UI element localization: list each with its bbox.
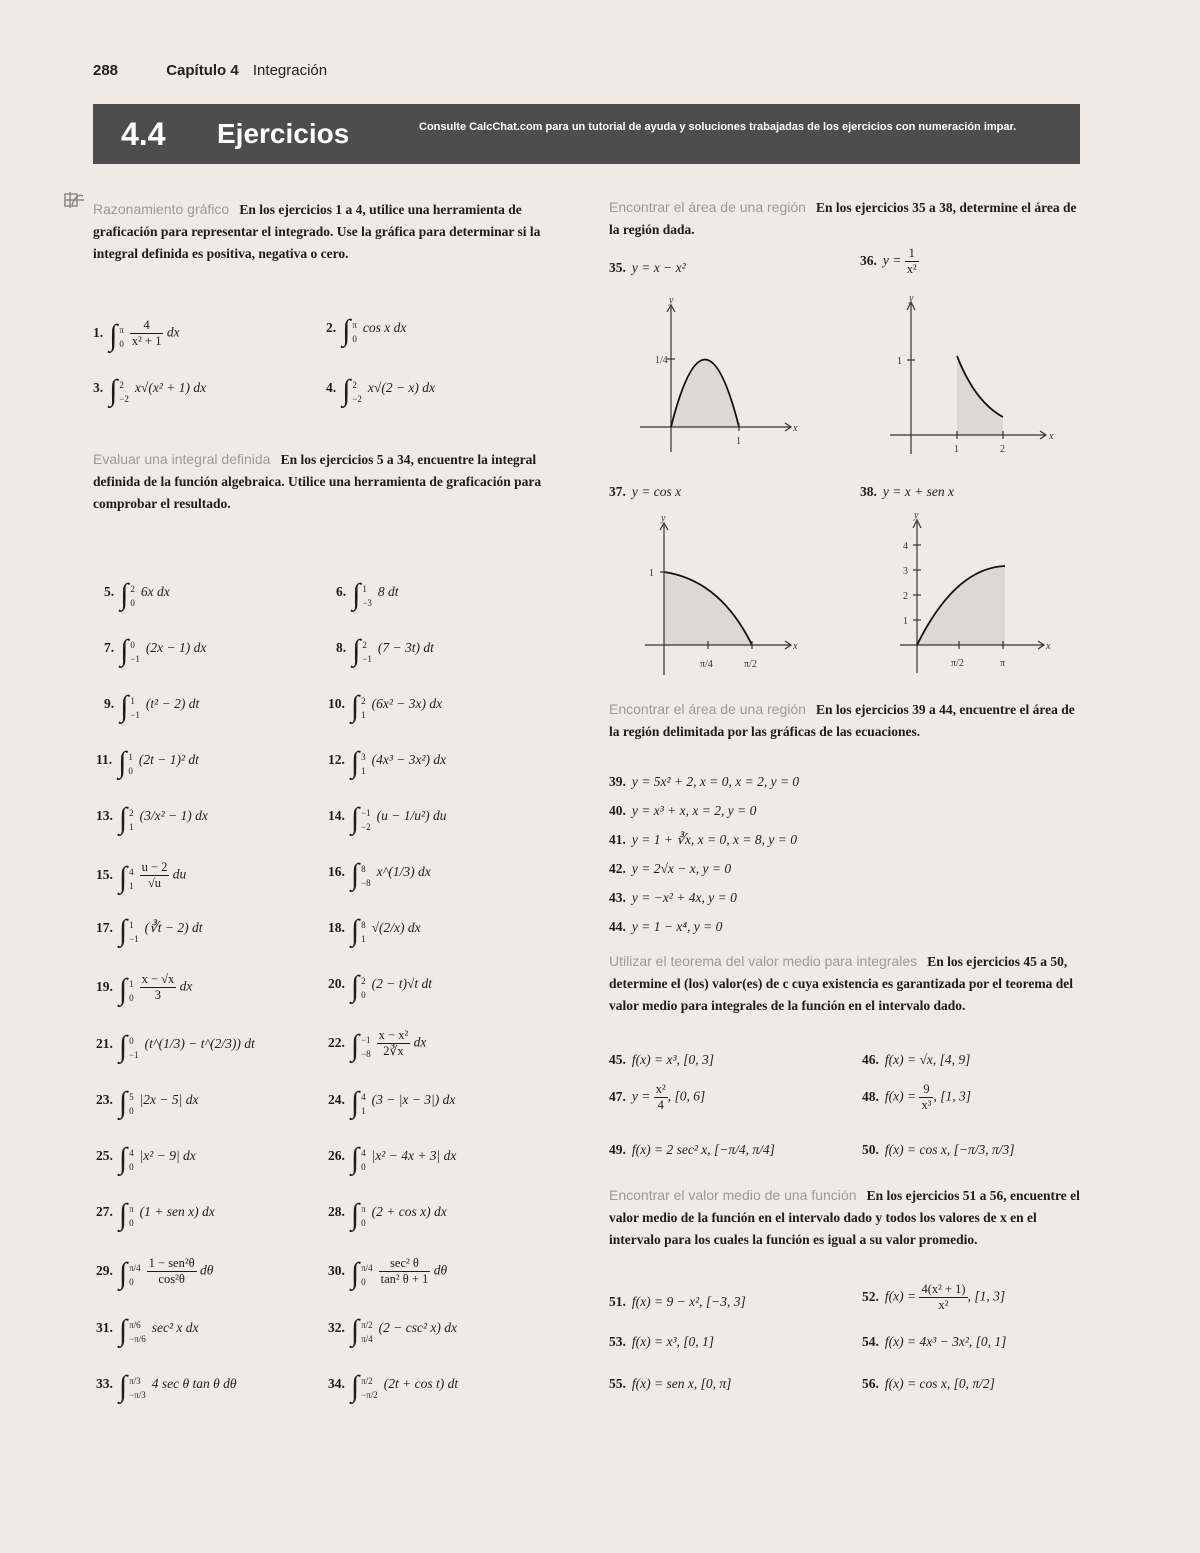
exercise-29: 29. ∫ π/4 0 1 − sen²θ cos²θ dθ — [96, 1256, 214, 1290]
heading-area-1: Encontrar el área de una región — [609, 199, 806, 215]
x-tick-1: π/2 — [951, 658, 964, 669]
exercise-8: 8. ∫ 2 −1 (7 − 3t) dt — [336, 634, 434, 667]
exercise-30: 30. ∫ π/4 0 sec² θ tan² θ + 1 dθ — [328, 1256, 448, 1290]
exercise-53: 53. f(x) = x³, [0, 1] — [609, 1334, 715, 1349]
exercise-28: 28. ∫ π 0 (2 + cos x) dx — [328, 1198, 447, 1231]
y-tick-1: 1 — [903, 616, 908, 627]
exercise-56: 56. f(x) = cos x, [0, π/2] — [862, 1376, 995, 1391]
exercise-46: 46. f(x) = √x, [4, 9] — [862, 1052, 971, 1067]
shaded-region — [664, 572, 752, 645]
exercise-11: 11. ∫ 1 0 (2t − 1)² dt — [96, 746, 199, 779]
exercise-20: 20. ∫ 2 0 (2 − t)√t dt — [328, 970, 432, 1003]
exercise-24: 24. ∫ 4 1 (3 − |x − 3|) dx — [328, 1086, 456, 1119]
exercise-3: 3. ∫ 2 −2 x√(x² + 1) dx — [93, 374, 207, 407]
instructions-39-44: Encontrar el área de una región En los ejercicios 39 a 44, encuentre el área de la región delimitada por las gráficas de las ecuaciones. — [609, 701, 1075, 739]
exercise-32: 32. ∫ π/2 π/4 (2 − csc² x) dx — [328, 1314, 458, 1347]
exercise-47: 47. y = $\frac{\text{x²}}{4}$ , [0, 6] — [609, 1082, 706, 1112]
exercise-44: 44. y = 1 − x⁴, y = 0 — [609, 919, 723, 934]
chapter-title: Integración — [252, 62, 328, 79]
exercise-18: 18. ∫ 8 1 √(2/x) dx — [328, 914, 421, 947]
x-tick-2: π/2 — [744, 659, 757, 670]
heading-valor-medio: Encontrar el valor medio de una función — [609, 1187, 857, 1203]
exercise-42: 42. y = 2√x − x, y = 0 — [609, 861, 732, 876]
y-tick-2: 2 — [903, 591, 908, 602]
exercise-37: 37. y = cos x — [609, 484, 682, 499]
exercise-41: 41. y = 1 + ∛x, x = 0, x = 8, y = 0 — [609, 832, 797, 847]
exercise-27: 27. ∫ π 0 (1 + sen x) dx — [96, 1198, 215, 1231]
page-number: 288 — [93, 62, 119, 79]
graph-35 — [635, 292, 805, 457]
exercise-9: 9. ∫ 1 −1 (t² − 2) dt — [104, 690, 200, 723]
x-label: x — [1049, 431, 1054, 442]
exercise-54: 54. f(x) = 4x³ − 3x², [0, 1] — [862, 1334, 1007, 1349]
exercise-17: 17. ∫ 1 −1 (∛t − 2) dt — [96, 914, 203, 947]
exercise-49: 49. f(x) = 2 sec² x, [−π/4, π/4] — [609, 1142, 775, 1157]
instructions-5-34: Evaluar una integral definida En los ejercicios 5 a 34, encuentre la integral definida de la función algebraica. Utilice una herramienta de graficación para comprobar el resultado. — [93, 451, 542, 511]
exercise-40: 40. y = x³ + x, x = 2, y = 0 — [609, 803, 757, 818]
exercise-23: 23. ∫ 5 0 |2x − 5| dx — [96, 1086, 199, 1119]
exercise-15: 15. ∫ 4 1 $\frac{u - 2}{√u}$ du — [96, 860, 187, 894]
section-banner — [93, 104, 1080, 164]
shaded-region — [957, 356, 1003, 435]
y-tick: 1 — [897, 356, 902, 367]
exercise-14: 14. ∫ −1 −2 (u − 1/u²) du — [328, 802, 447, 835]
y-label: y — [661, 513, 666, 524]
x-tick-2: π — [1000, 658, 1006, 669]
y-label: y — [909, 293, 914, 304]
x-label: x — [1046, 641, 1051, 652]
exercise-34: 34. ∫ π/2 −π/2 (2t + cos t) dt — [328, 1370, 459, 1403]
running-header — [93, 62, 327, 79]
heading-evaluar: Evaluar una integral definida — [93, 451, 271, 467]
instructions-35-38: Encontrar el área de una región En los ejercicios 35 a 38, determine el área de la región dada. — [609, 199, 1077, 237]
shaded-region — [917, 566, 1005, 645]
exercise-4: 4. ∫ 2 −2 x√(2 − x) dx — [326, 374, 436, 407]
chapter-label: Capítulo 4 — [166, 62, 239, 79]
y-label: y — [669, 295, 674, 306]
exercise-12: 12. ∫ 3 1 (4x³ − 3x²) dx — [328, 746, 447, 779]
calcchat-note: Consulte CalcChat.com para un tutorial de ayuda y soluciones trabajadas de los ejercicios con numeración impar. — [419, 121, 1017, 133]
y-tick-3: 3 — [903, 566, 908, 577]
exercise-21: 21. ∫ 0 −1 (t^(1/3) − t^(2/3)) dt — [96, 1030, 255, 1063]
y-tick: 1 — [649, 568, 654, 579]
exercise-19: 19. ∫ 1 0 $\frac{x - √x}{3}$ dx — [96, 972, 193, 1006]
heading-teorema: Utilizar el teorema del valor medio para integrales — [609, 953, 918, 969]
y-tick-4: 4 — [903, 541, 908, 552]
exercise-43: 43. y = −x² + 4x, y = 0 — [609, 890, 737, 905]
exercise-52: 52. f(x) = $\frac{\text{4(x² + 1)}}{\text{x²}}$ , [1, 3] — [862, 1282, 1006, 1312]
exercise-16: 16. ∫ 8 −8 x^(1/3) dx — [328, 858, 431, 891]
exercise-38: 38. y = x + sen x — [860, 484, 954, 499]
exercise-50: 50. f(x) = cos x, [−π/3, π/3] — [862, 1142, 1015, 1157]
heading-razonamiento: Razonamiento gráfico — [93, 201, 230, 217]
x-tick-1: 1 — [954, 444, 959, 455]
x-tick-1: π/4 — [700, 659, 713, 670]
exercise-22: 22. ∫ −1 −8 $\frac{\text{x − x²}}{2∛x}$ dx — [328, 1028, 427, 1062]
exercise-51: 51. f(x) = 9 − x², [−3, 3] — [609, 1294, 746, 1309]
exercise-31: 31. ∫ π/6 −π/6 sec² x dx — [96, 1314, 199, 1347]
y-tick: 1/4 — [655, 355, 668, 366]
y-label: y — [914, 510, 919, 521]
x-tick: 1 — [736, 436, 741, 447]
exercise-6: 6. ∫ 1 −3 8 dt — [336, 578, 399, 611]
exercise-48: 48. f(x) = $\frac{9}{\text{x³}}$ , [1, 3] — [862, 1082, 971, 1112]
exercise-35: 35. y = x − x² — [609, 260, 686, 275]
graph-38 — [895, 508, 1065, 683]
graph-36 — [885, 292, 1060, 457]
heading-area-2: Encontrar el área de una región — [609, 701, 806, 717]
section-title: Ejercicios — [217, 118, 350, 149]
instructions-45-50: Utilizar el teorema del valor medio para integrales En los ejercicios 45 a 50, determine el (los) valor(es) de c cuya existencia es garantizada por el teorema del valor medio para integrales de la función en el intervalo dado. — [609, 953, 1074, 1013]
exercise-55: 55. f(x) = sen x, [0, π] — [609, 1376, 732, 1391]
x-tick-2: 2 — [1000, 444, 1005, 455]
exercise-26: 26. ∫ 4 0 |x² − 4x + 3| dx — [328, 1142, 457, 1175]
exercise-10: 10. ∫ 2 1 (6x² − 3x) dx — [328, 690, 443, 723]
exercise-25: 25. ∫ 4 0 |x² − 9| dx — [96, 1142, 196, 1175]
exercise-36: 36. y = $\frac{1}{\text{x²}}$ — [860, 246, 917, 276]
exercise-39: 39. y = 5x² + 2, x = 0, x = 2, y = 0 — [609, 774, 800, 789]
exercise-1: 1. ∫ π 0 $\frac{4}{\text{x² + 1}}$ dx — [93, 318, 180, 352]
exercise-13: 13. ∫ 2 1 (3/x² − 1) dx — [96, 802, 208, 835]
x-label: x — [793, 423, 798, 434]
x-label: x — [793, 641, 798, 652]
exercise-7: 7. ∫ 0 −1 (2x − 1) dx — [104, 634, 207, 667]
exercise-33: 33. ∫ π/3 −π/3 4 sec θ tan θ dθ — [96, 1370, 237, 1403]
instructions-1-4: Razonamiento gráfico En los ejercicios 1 a 4, utilice una herramienta de graficación para representar el integrado. Use la gráfica para determinar si la integral definida es positiva, negativa o cero. — [93, 201, 541, 261]
graphing-utility-icon — [64, 191, 86, 209]
exercise-2: 2. ∫ π 0 cos x dx — [326, 314, 407, 347]
section-number: 4.4 — [121, 116, 166, 152]
exercise-45: 45. f(x) = x³, [0, 3] — [609, 1052, 715, 1067]
graph-37 — [640, 510, 810, 685]
exercise-5: 5. ∫ 2 0 6x dx — [104, 578, 170, 611]
instructions-51-56: Encontrar el valor medio de una función En los ejercicios 51 a 56, encuentre el valor medio de la función en el intervalo dado y todos los valores de x en el intervalo para los cuales la función es igual a su valor promedio. — [609, 1187, 1080, 1247]
